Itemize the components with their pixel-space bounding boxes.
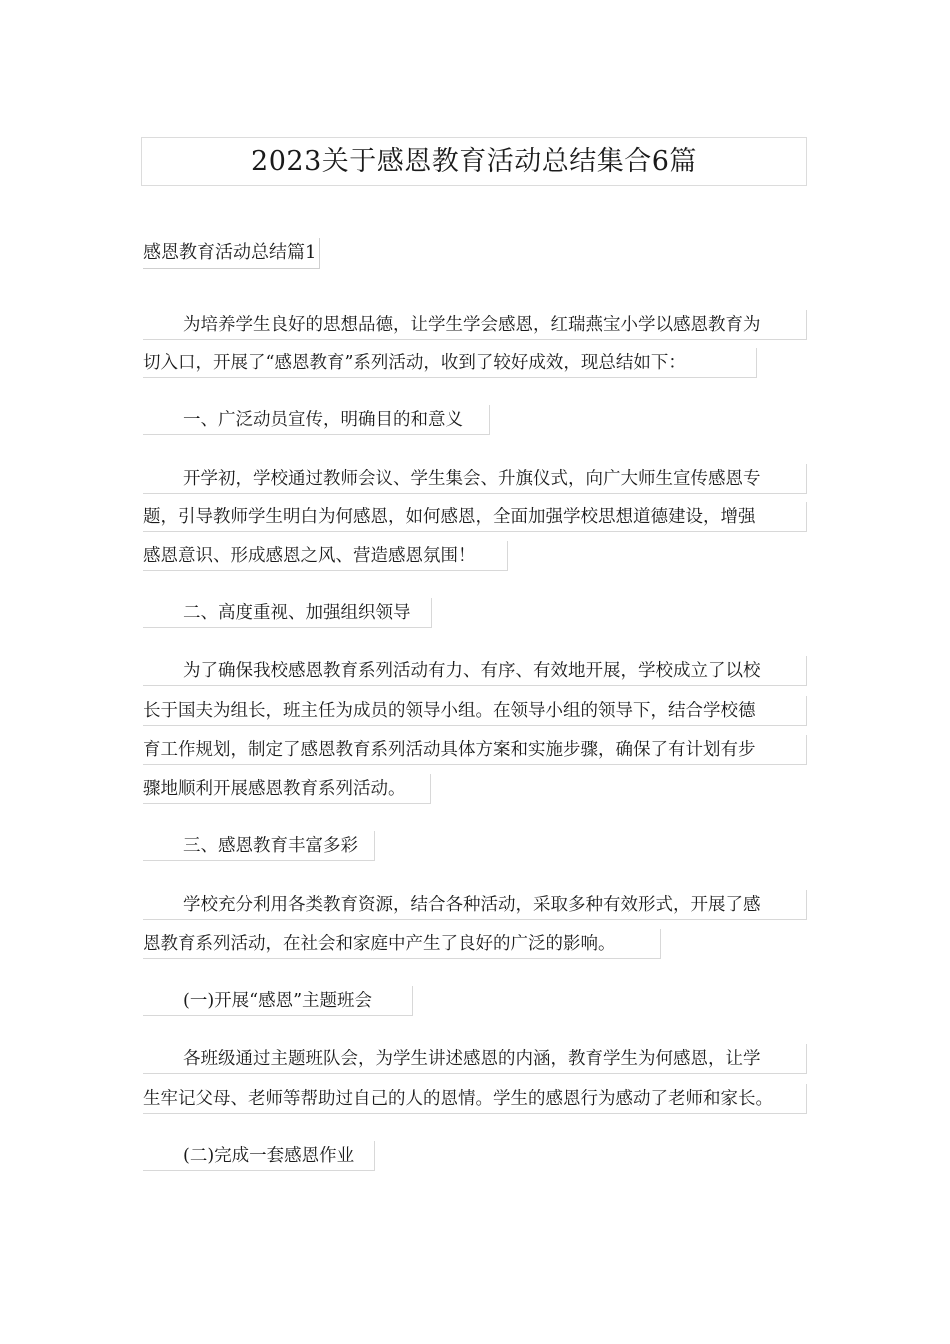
paragraph-line: 为培养学生良好的思想品德，让学生学会感恩，红瑞燕宝小学以感恩教育为 [143, 310, 807, 340]
paragraph-line: 学校充分利用各类教育资源，结合各种活动，采取多种有效形式，开展了感 [143, 890, 807, 920]
paragraph-line: 题，引导教师学生明白为何感恩，如何感恩，全面加强学校思想道德建设，增强 [143, 502, 807, 532]
paragraph-line: 骤地顺利开展感恩教育系列活动。 [143, 774, 431, 804]
subheading-line: (二)完成一套感恩作业 [143, 1141, 375, 1171]
subheading-line: (一)开展“感恩”主题班会 [143, 986, 413, 1016]
subheading-line: 二、高度重视、加强组织领导 [143, 598, 432, 628]
paragraph-line: 开学初，学校通过教师会议、学生集会、升旗仪式，向广大师生宣传感恩专 [143, 464, 807, 494]
paragraph-line: 生牢记父母、老师等帮助过自己的人的恩情。学生的感恩行为感动了老师和家长。 [143, 1084, 807, 1114]
paragraph-line: 感恩意识、形成感恩之风、营造感恩氛围！ [143, 541, 508, 571]
paragraph-line: 各班级通过主题班队会，为学生讲述感恩的内涵，教育学生为何感恩，让学 [143, 1044, 807, 1074]
subheading-line: 一、广泛动员宣传，明确目的和意义 [143, 405, 490, 435]
subheading-line: 三、感恩教育丰富多彩 [143, 831, 375, 861]
paragraph-line: 恩教育系列活动，在社会和家庭中产生了良好的广泛的影响。 [143, 929, 661, 959]
paragraph-line: 为了确保我校感恩教育系列活动有力、有序、有效地开展，学校成立了以校 [143, 656, 807, 686]
section-heading: 感恩教育活动总结篇1 [143, 238, 320, 269]
document-title: 2023关于感恩教育活动总结集合6篇 [141, 137, 807, 186]
paragraph-line: 育工作规划，制定了感恩教育系列活动具体方案和实施步骤，确保了有计划有步 [143, 735, 807, 765]
paragraph-line: 切入口，开展了“感恩教育”系列活动，收到了较好成效，现总结如下： [143, 348, 757, 378]
paragraph-line: 长于国夫为组长，班主任为成员的领导小组。在领导小组的领导下，结合学校德 [143, 696, 807, 726]
